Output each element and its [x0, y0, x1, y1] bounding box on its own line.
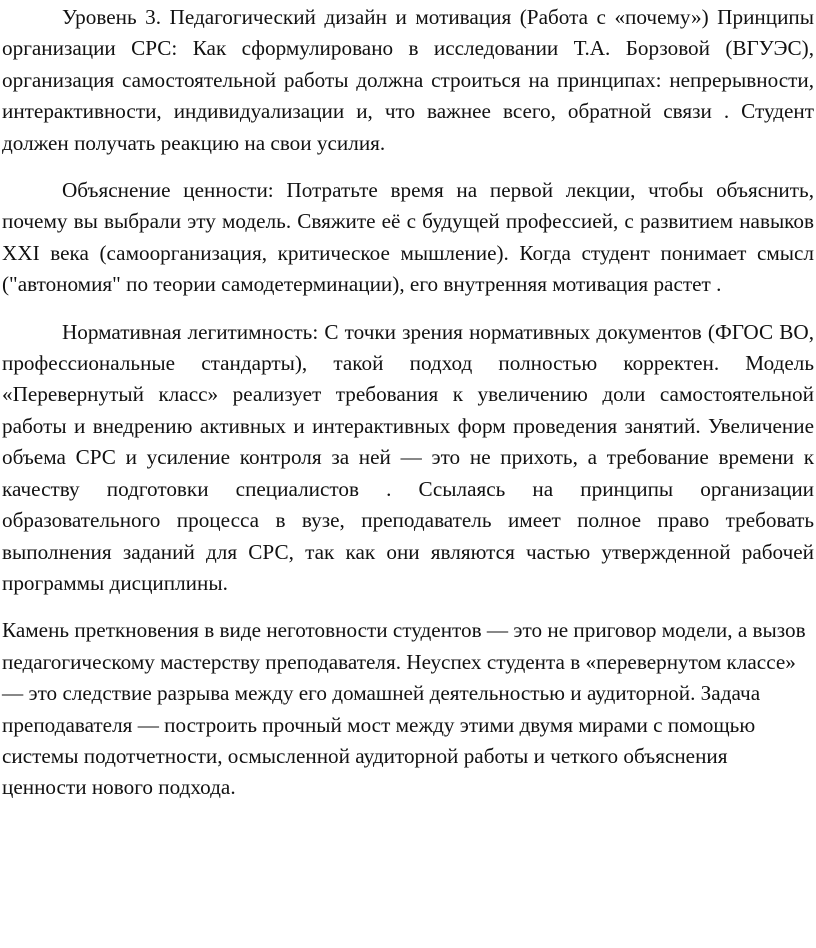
paragraph-value-explanation: Объяснение ценности: Потратьте время на первой лекции, чтобы объяснить, почему вы выбрали эту модель. Свяжите её с будущей профессией, с развитием навыков XXI века (самоорганизация, критическое мышление). Когда студент понимает смысл ("автономия" по теории самодетерминации), его внутренняя мотивация растет .	[2, 178, 814, 297]
paragraph-level3-principles: Уровень 3. Педагогический дизайн и мотивация (Работа с «почему») Принципы организации СРС: Как сформулировано в исследовании Т.А. Борзовой (ВГУЭС), организация самостоятельной работы должна строиться на принципах: непрерывности, интерактивности, индивидуализации и, что важнее всего, обратной связи . Студент должен получать реакцию на свои усилия.	[2, 5, 814, 155]
paragraph-conclusion: Камень преткновения в виде неготовности студентов — это не приговор модели, а вызов педагогическому мастерству преподавателя. Неуспех студента в «перевернутом классе» — это следствие разрыва между его домашней деятельностью и аудиторной. Задача преподавателя — построить прочный мост между этими двумя мирами с помощью системы подотчетности, осмысленной аудиторной работы и четкого объяснения ценности нового подхода.	[2, 618, 806, 800]
document-page	[2, 2, 814, 804]
paragraph-normative-legitimacy: Нормативная легитимность: С точки зрения нормативных документов (ФГОС ВО, профессиональные стандарты), такой подход полностью корректен. Модель «Перевернутый класс» реализует требования к увеличению доли самостоятельной работы и внедрению активных и интерактивных форм проведения занятий. Увеличение объема СРС и усиление контроля за ней — это не прихоть, а требование времени к качеству подготовки специалистов . Ссылаясь на принципы организации образовательного процесса в вузе, преподаватель имеет полное право требовать выполнения заданий для СРС, так как они являются частью утвержденной рабочей программы дисциплины.	[2, 319, 814, 595]
